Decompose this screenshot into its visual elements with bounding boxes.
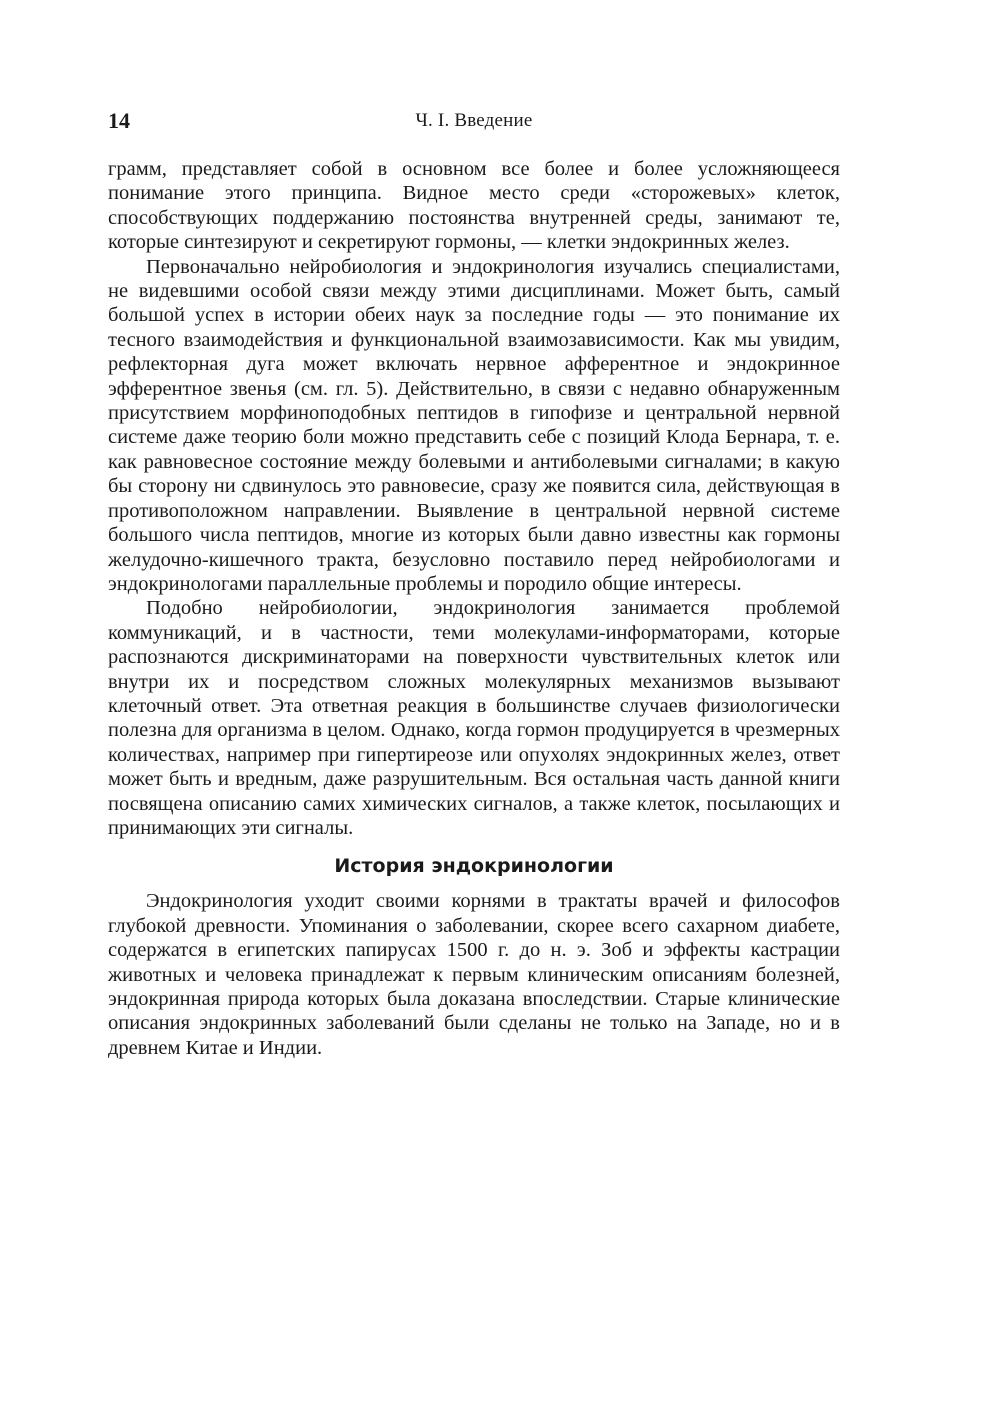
paragraph-continuation: грамм, представляет собой в основном все более и более усложняющееся понимание этого принципа. Видное место среди «сторожевых» клеток, способствующих поддержанию постоянства внутренней среды, занимают те, которые синтезируют и секретируют гормоны, — клетки эндокринных желез. bbox=[108, 158, 840, 254]
body-text bbox=[108, 157, 840, 1060]
paragraph-communication: Подобно нейробиологии, эндокринология занимается проблемой коммуникаций, и в частности, теми молекулами-информаторами, которые распознаются дискриминаторами на поверхности чувствительных клеток или внутри их и посредством сложных молекулярных механизмов вызывают клеточный ответ. Эта ответная реакция в большинстве случаев физиологически полезна для организма в целом. Однако, когда гормон продуцируется в чрезмерных количествах, например при гипертиреозе или опухолях эндокринных желез, ответ может быть и вредным, даже разрушительным. Вся остальная часть данной книги посвящена описанию самих химических сигналов, а также клеток, посылающих и принимающих эти сигналы. bbox=[108, 597, 840, 839]
paragraph-neurobiology: Первоначально нейробиология и эндокринология изучались специалистами, не видевшими особой связи между этими дисциплинами. Может быть, самый большой успех в истории обеих наук за последние годы — это понимание их тесного взаимодействия и функциональной взаимозависимости. Как мы увидим, рефлекторная дуга может включать нервное афферентное и эндокринное эфферентное звенья (см. гл. 5). Действительно, в связи с недавно обнаруженным присутствием морфиноподобных пептидов в гипофизе и центральной нервной системе даже теорию боли можно представить себе с позиций Клода Бернара, т. е. как равновесное состояние между болевыми и антиболевыми сигналами; в какую бы сторону ни сдвинулось это равновесие, сразу же появится сила, действующая в противоположном направлении. Выявление в центральной нервной системе большого числа пептидов, многие из которых были давно известны как гормоны желудочно-кишечного тракта, безусловно поставило перед нейробиологами и эндокринологами параллельные проблемы и породило общие интересы. bbox=[108, 255, 840, 595]
page-number: 14 bbox=[108, 108, 130, 133]
paragraph-history: Эндокринология уходит своими корнями в трактаты врачей и философов глубокой древности. Упоминания о заболевании, скорее всего сахарном диабете, содержатся в египетских папирусах 1500 г. до н. э. Зоб и эффекты кастрации животных и человека принадлежат к первым клиническим описаниям болезней, эндокринная природа которых была доказана впоследствии. Старые клинические описания эндокринных заболеваний были сделаны не только на Западе, но и в древнем Китае и Индии. bbox=[108, 890, 840, 1059]
section-heading: История эндокринологии bbox=[334, 855, 614, 878]
chapter-title: Ч. I. Введение bbox=[415, 110, 533, 131]
running-head bbox=[108, 108, 840, 138]
